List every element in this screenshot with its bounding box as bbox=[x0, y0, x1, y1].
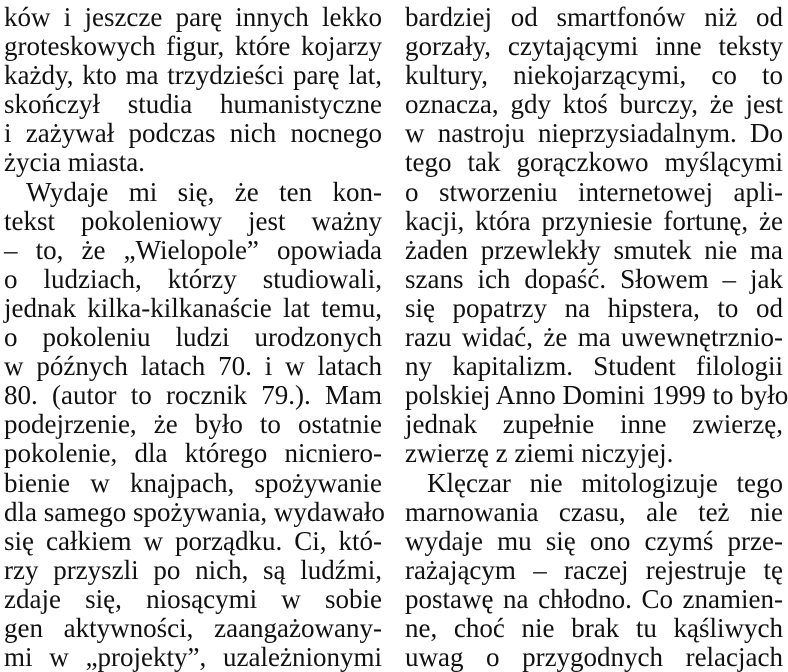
text-line: ków i jeszcze parę innych lekko bbox=[4, 2, 382, 32]
text-line: uwag o przygodnych relacjach bbox=[405, 642, 783, 672]
text-line: mi w „projekty”, uzależnionymi bbox=[4, 642, 382, 672]
text-line: polskiej Anno Domini 1999 to było bbox=[405, 380, 788, 411]
text-line: życia miasta. bbox=[4, 147, 145, 178]
text-line: gorzały, czytającymi inne teksty bbox=[405, 31, 783, 62]
text-line: i zażywał podczas nich nocnego bbox=[4, 118, 382, 149]
text-line: postawę na chłodno. Co znamien- bbox=[405, 583, 783, 614]
text-line: w nastroju nieprzysiadalnym. Do bbox=[405, 118, 783, 149]
text-column-left bbox=[4, 2, 385, 672]
text-line: bardziej od smartfonów niż od bbox=[405, 2, 783, 32]
text-line: bienie w knajpach, spożywanie bbox=[4, 467, 382, 498]
text-line: każdy, kto ma trzydzieści parę lat, bbox=[4, 60, 382, 91]
text-line: zdaje się, niosącymi w sobie bbox=[4, 583, 382, 614]
text-line: marnowania czasu, ale też nie bbox=[405, 496, 783, 527]
text-line: kultury, niekojarzącymi, co to bbox=[405, 60, 783, 91]
text-line: pokolenie, dla którego nicniero- bbox=[4, 438, 382, 469]
text-line: o pokoleniu ludzi urodzonych bbox=[4, 322, 382, 353]
text-line: zwierzę z ziemi niczyjej. bbox=[405, 438, 674, 469]
text-line: tekst pokoleniowy jest ważny bbox=[4, 205, 382, 236]
text-line: w późnych latach 70. i w latach bbox=[4, 351, 382, 382]
text-line: rażającym – raczej rejestruje tę bbox=[405, 554, 783, 585]
text-line: się całkiem w porządku. Ci, któ- bbox=[4, 525, 382, 556]
text-column-right bbox=[405, 2, 788, 672]
text-line: rzy przyszli po nich, są ludźmi, bbox=[4, 554, 382, 585]
text-line: ne, choć nie brak tu kąśliwych bbox=[405, 612, 783, 643]
text-line: Klęczar nie mitologizuje tego bbox=[427, 467, 783, 498]
text-line: oznacza, gdy ktoś burczy, że jest bbox=[405, 89, 783, 120]
text-line: groteskowych figur, które kojarzy bbox=[4, 31, 382, 62]
text-line: kacji, która przyniesie fortunę, że bbox=[405, 205, 783, 236]
text-line: Wydaje mi się, że ten kon- bbox=[26, 176, 382, 207]
text-line: ny kapitalizm. Student filologii bbox=[405, 351, 783, 382]
text-line: szans ich dopaść. Słowem – jak bbox=[405, 263, 783, 294]
text-line: wydaje mu się ono czymś prze- bbox=[405, 525, 783, 556]
text-line: o stworzeniu internetowej apli- bbox=[405, 176, 783, 207]
text-line: tego tak gorączkowo myślącymi bbox=[405, 147, 783, 178]
text-line: o ludziach, którzy studiowali, bbox=[4, 263, 382, 294]
text-line: razu widać, że ma uwewnętrznio- bbox=[405, 322, 783, 353]
text-line: podejrzenie, że było to ostatnie bbox=[4, 409, 382, 440]
text-line: jednak zupełnie inne zwierzę, bbox=[405, 409, 783, 440]
text-line: 80. (autor to rocznik 79.). Mam bbox=[4, 380, 382, 411]
text-line: skończył studia humanistyczne bbox=[4, 89, 382, 120]
text-line: – to, że „Wielopole” opowiada bbox=[4, 234, 382, 265]
text-line: jednak kilka-kilkanaście lat temu, bbox=[4, 292, 382, 323]
text-line: się popatrzy na hipstera, to od bbox=[405, 292, 783, 323]
text-line: żaden przewlekły smutek nie ma bbox=[405, 234, 783, 265]
text-line: dla samego spożywania, wydawało bbox=[4, 496, 385, 527]
text-line: gen aktywności, zaangażowany- bbox=[4, 612, 382, 643]
